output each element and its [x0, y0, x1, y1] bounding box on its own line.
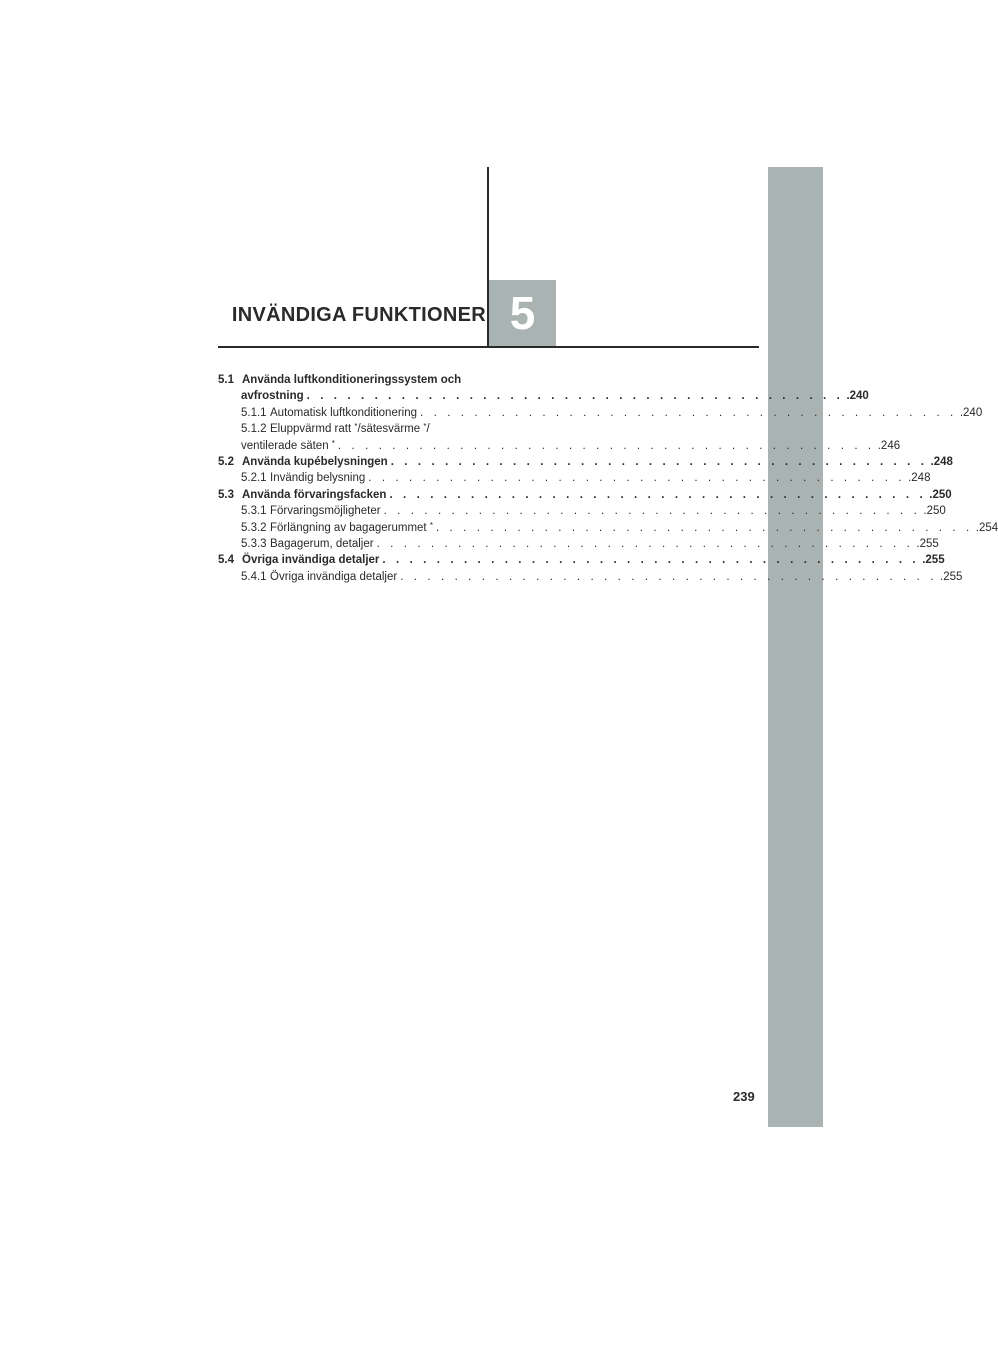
- toc-entry-page: .246: [877, 439, 901, 452]
- chapter-title: INVÄNDIGA FUNKTIONER: [231, 304, 486, 326]
- toc-dot-leader: . . . . . . . . . . . . . . . . . . . . . . . . . . . . . . . . . . . . . . . .: [420, 406, 957, 419]
- footnote-asterisk: *: [429, 520, 433, 530]
- toc-entry-number: 5.3.3: [241, 538, 267, 551]
- footnote-asterisk: *: [331, 438, 335, 448]
- toc-entry-number: 5.3.1: [241, 505, 267, 518]
- toc-dot-leader: . . . . . . . . . . . . . . . . . . . . . . . . . . . . . . . . . . . . . . . .: [400, 570, 938, 583]
- toc-entry[interactable]: [218, 438, 901, 454]
- toc-entry[interactable]: [218, 552, 945, 568]
- toc-dot-leader: . . . . . . . . . . . . . . . . . . . . . . . . . . . . . . . . . . . . . . . .: [383, 505, 921, 518]
- toc-entry[interactable]: [218, 536, 939, 552]
- toc-entry-page: .254: [975, 521, 998, 534]
- toc-entry[interactable]: [218, 520, 998, 536]
- toc-entry[interactable]: [218, 421, 466, 437]
- toc-entry-number: 5.4: [218, 554, 234, 567]
- toc-entry-number: 5.1.2: [241, 423, 267, 436]
- toc-entry-page: .255: [940, 570, 963, 583]
- table-of-contents: [218, 372, 998, 585]
- toc-entry-title: Automatisk luftkonditionering: [270, 406, 418, 419]
- toc-entry-number: 5.2: [218, 456, 234, 469]
- toc-entry-title: ventilerade säten *: [241, 438, 335, 452]
- chapter-number-box: [489, 280, 556, 346]
- toc-entry-title: Eluppvärmd ratt */sätesvärme */: [270, 422, 430, 436]
- toc-entry-title: Använda luftkonditioneringssystem och: [242, 374, 462, 386]
- toc-entry-page: .248: [908, 472, 931, 485]
- toc-entry-title: Invändig belysning: [270, 472, 366, 485]
- toc-entry[interactable]: [218, 569, 963, 585]
- toc-entry-page: .240: [959, 406, 983, 419]
- toc-dot-leader: . . . . . . . . . . . . . . . . . . . . . . . . . . . . . . . . . . . . . . . .: [376, 538, 914, 551]
- toc-entry[interactable]: [218, 454, 953, 470]
- toc-entry-title: Övriga invändiga detaljer: [242, 554, 380, 567]
- toc-entry-page: .250: [923, 505, 946, 518]
- toc-entry-number: 5.2.1: [241, 472, 267, 485]
- toc-entry-number: 5.1.1: [241, 406, 267, 419]
- chapter-number: 5: [509, 287, 536, 339]
- toc-dot-leader: . . . . . . . . . . . . . . . . . . . . . . . . . . . . . . . . . . . . . . . .: [337, 439, 875, 452]
- toc-entry-number: 5.3: [218, 488, 234, 501]
- toc-entry[interactable]: [218, 487, 952, 503]
- toc-entry-title: Förvaringsmöjligheter: [270, 505, 381, 518]
- toc-entry-number: 5.4.1: [241, 570, 267, 583]
- toc-entry-title: Förlängning av bagagerummet *: [270, 520, 433, 534]
- toc-entry-title: avfrostning: [241, 390, 304, 403]
- toc-entry-title: Övriga invändiga detaljer: [270, 570, 398, 583]
- toc-entry-page: .250: [929, 488, 952, 501]
- toc-entry-number: 5.3.2: [241, 521, 267, 534]
- toc-entry-title: Använda förvaringsfacken: [242, 488, 387, 501]
- toc-entry[interactable]: [218, 470, 931, 486]
- toc-dot-leader: . . . . . . . . . . . . . . . . . . . . . . . . . . . . . . . . . . . . . . . .: [390, 456, 928, 469]
- footnote-asterisk: *: [423, 422, 427, 432]
- chapter-side-tab: [768, 167, 823, 1127]
- toc-entry[interactable]: [218, 388, 869, 404]
- toc-entry-page: .240: [846, 390, 869, 403]
- toc-entry[interactable]: [218, 503, 946, 519]
- toc-entry-number: 5.1: [218, 374, 234, 386]
- toc-entry[interactable]: [218, 372, 466, 388]
- toc-entry-page: .255: [922, 554, 945, 567]
- toc-entry-page: .255: [916, 538, 939, 551]
- header-horizontal-rule: [218, 346, 759, 348]
- toc-dot-leader: . . . . . . . . . . . . . . . . . . . . . . . . . . . . . . . . . . . . . . . .: [389, 488, 927, 501]
- toc-dot-leader: . . . . . . . . . . . . . . . . . . . . . . . . . . . . . . . . . . . . . . . .: [306, 390, 844, 403]
- toc-entry-page: .248: [930, 456, 953, 469]
- toc-dot-leader: . . . . . . . . . . . . . . . . . . . . . . . . . . . . . . . . . . . . . . . .: [368, 472, 906, 485]
- page-number: 239: [733, 1089, 755, 1104]
- toc-dot-leader: . . . . . . . . . . . . . . . . . . . . . . . . . . . . . . . . . . . . . . . .: [435, 521, 973, 534]
- toc-entry[interactable]: [218, 405, 983, 421]
- toc-entry-title: Bagagerum, detaljer: [270, 538, 374, 551]
- footnote-asterisk: *: [354, 422, 358, 432]
- toc-entry-title: Använda kupébelysningen: [242, 456, 388, 469]
- toc-dot-leader: . . . . . . . . . . . . . . . . . . . . . . . . . . . . . . . . . . . . . . . .: [382, 554, 920, 567]
